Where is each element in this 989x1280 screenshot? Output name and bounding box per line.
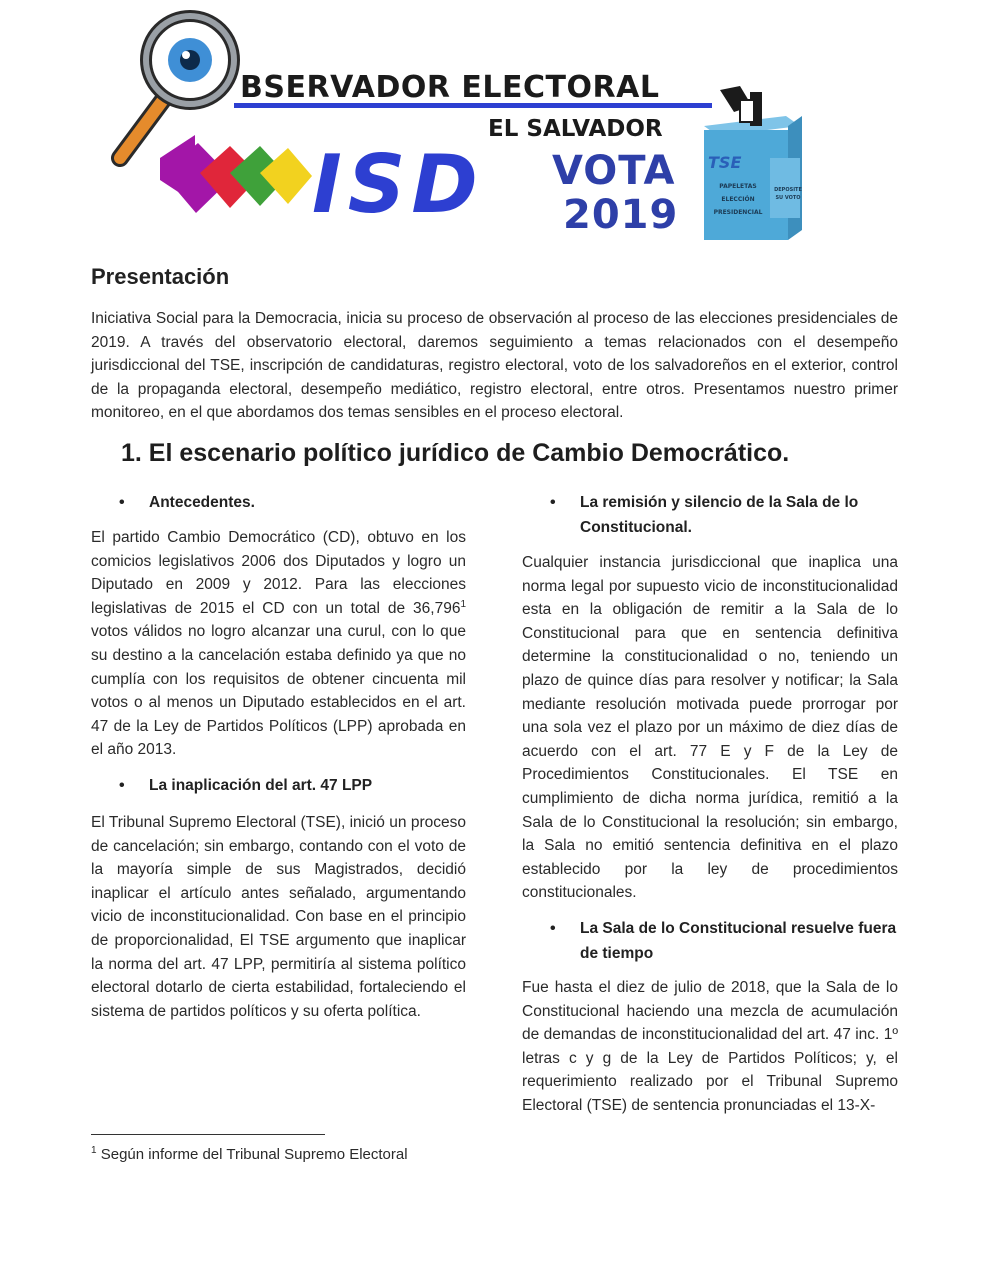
paragraph-text: votos válidos no logro alcanzar una curul, con lo que su destino a la cancelación estaba definido ya que no cumplía con los requisitos de obtener cincuenta mil votos o al menos un Diputado establecidos en el art. 47 de la Ley de Partidos Políticos (LPP) aprobada en el año 2013. bbox=[91, 623, 466, 759]
paragraph-sala-resuelve: Fue hasta el diez de julio de 2018, que la Sala de lo Constitucional haciendo una mezcla de acumulación de demandas de inconstitucionalidad del art. 47 inc. 1º letras c y g de la Ley de Partidos Políticos; y, el requerimiento realizado por el Tribunal Supremo Electoral (TSE) de sentencia pronunciadas el 13-X- bbox=[522, 978, 898, 1114]
magnifying-glass-icon bbox=[120, 16, 234, 158]
logo-isd: ISD bbox=[312, 138, 484, 231]
footnote-number: 1 bbox=[91, 1145, 97, 1156]
bullet-inaplicacion: • La inaplicación del art. 47 LPP bbox=[91, 773, 466, 798]
ballot-label bbox=[708, 180, 768, 219]
presentation-heading: Presentación bbox=[91, 264, 230, 289]
bullet-sala-resuelve: • La Sala de lo Constitucional resuelve fuera de tiempo bbox=[522, 916, 898, 966]
ballot-side-label: DEPOSITE SU VOTO bbox=[774, 187, 802, 201]
footnote bbox=[91, 1145, 408, 1163]
paragraph-text: El partido Cambio Democrático (CD), obtuvo en los comicios legislativos 2006 dos Diputados y logro un Diputado en 2009 y 2012. Para las elecciones legislativas de 2015 el CD con un total de 36,796 bbox=[91, 529, 466, 617]
ballot-label-line: PRESIDENCIAL bbox=[713, 209, 763, 216]
isd-diamonds-icon bbox=[160, 135, 312, 213]
ballot-tse-label: TSE bbox=[708, 153, 742, 172]
paragraph-antecedentes bbox=[91, 526, 466, 762]
logo-country: EL SALVADOR bbox=[488, 116, 663, 142]
observador-electoral-logo bbox=[100, 8, 820, 248]
ballot-label-line: ELECCIÓN bbox=[721, 196, 755, 203]
presentation-body: Iniciativa Social para la Democracia, inicia su proceso de observación al proceso de las elecciones presidenciales de 2019. A través del observatorio electoral, daremos seguimiento a temas relacionados con el desempeño jurisdiccional del TSE, inscripción de candidaturas, registro electoral, voto de los salvadoreños en el exterior, control de la propaganda electoral, desempeño mediático, registro electoral, entre otros. Presentamos nuestro primer monitoreo, en el que abordamos dos temas sensibles en el proceso electoral. bbox=[91, 310, 898, 422]
right-column bbox=[522, 490, 898, 1117]
paragraph-remision: Cualquier instancia jurisdiccional que inaplica una norma legal por supuesto vicio de inconstitucionalidad esta en la obligación de remitir a la Sala de lo Constitucional para que en sentencia definitiva determine la constitucionalidad o no, teniendo un plazo de quince días para resolver y notificar; la Sala mediante resolución motivada puede prorrogar por una sola vez el plazo por un máximo de diez días de acuerdo con el art. 77 E y F de la Ley de Procedimientos Constitucionales. El TSE en cumplimiento de dicha norma jurídica, remitió a la Sala de lo Constitucional la resolución; sin embargo, la Sala no emitió sentencia definitiva en el plazo establecido por la ley de procedimientos constitucionales. bbox=[522, 554, 898, 902]
paragraph-inaplicacion: El Tribunal Supremo Electoral (TSE), inició un proceso de cancelación; sin embargo, contando con el voto de la mayoría simple de sus Magistrados, decidió inaplicar el artículo antes señalado, argumentando vicio de inconstitucionalidad. Con base en el principio de proporcionalidad, El TSE argumento que inaplicar la norma del art. 47 LPP, permitiría al sistema político electoral dotarlo de cierta estabilidad, fortaleciendo el sistema de partidos políticos y su oferta política. bbox=[91, 813, 466, 1020]
bullet-remision: • La remisión y silencio de la Sala de lo Constitucional. bbox=[522, 490, 898, 540]
left-column bbox=[91, 490, 466, 1023]
footnote-divider bbox=[91, 1134, 325, 1135]
footnote-ref: 1 bbox=[460, 598, 466, 610]
logo-title: BSERVADOR ELECTORAL bbox=[240, 70, 660, 105]
ballot-label-line: PAPELETAS bbox=[719, 183, 757, 190]
bullet-antecedentes: • Antecedentes. bbox=[91, 490, 466, 515]
logo-year: 2019 bbox=[563, 192, 679, 238]
footnote-text: Según informe del Tribunal Supremo Electoral bbox=[96, 1146, 408, 1163]
logo-vota: VOTA bbox=[552, 148, 676, 194]
section-heading: 1. El escenario político jurídico de Cambio Democrático. bbox=[121, 439, 790, 467]
